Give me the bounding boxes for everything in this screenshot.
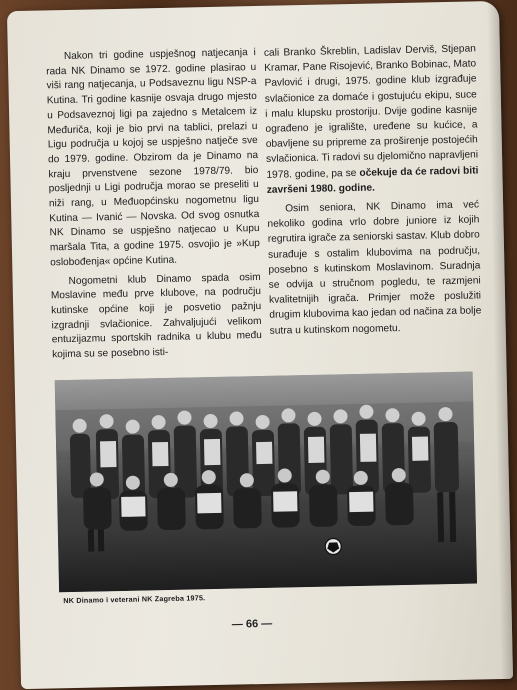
left-paragraph-2: Nogometni klub Dinamo spada osim Moslavine među prve klubove, na području kutinske općine koji je posvetio pažnju izgradnji svlačionice. Zahvaljujući velikom entuzijazmu sportskih radnika u klubu među kojima su se posebno isti- [50, 271, 262, 361]
right-text-column [264, 41, 482, 340]
book-page [7, 1, 513, 689]
right-paragraph-1-bold: očekuje da će radovi biti završeni 1980. godine. [266, 165, 479, 196]
right-paragraph-1-text: cali Branko Škreblin, Ladislav Derviš, Stjepan Kramar, Pane Risojević, Branko Bobinac, Mato Pavlović i drugi, 1975. godine klub izgrađuje svlačionice za domaće i gostujuću ekipu, suce i malu klupsku prostoriju. Dvije godine kasnije ograđeno je igralište, uređene su kućice, a obavljene su pripreme za proširenje postojećih svlačionica. Ti radovi su djelomično napravljeni 1978. godine, pa se [263, 43, 479, 181]
team-photo-illustration [55, 372, 477, 593]
team-photograph [55, 372, 477, 593]
left-text-column [46, 46, 263, 365]
photo-caption: NK Dinamo i veterani NK Zagreba 1975. [63, 593, 206, 606]
left-paragraph-1: Nakon tri godine uspješnog natjecanja i rada NK Dinamo se 1972. godine plasirao u viši rang natjecanja, u Podsaveznu ligu NSP-a Kutina. Tri godine kasnije osvaja drugo mjesto u Podsaveznoj ligi pa zajedno s Metalcem iz Međuriča, koji je bio prvi na tablici, prelazi u Ligu područja u kojoj se uspješno natječe sve do 1979. godine. Obzirom da je Dinamo na kraju prvenstvene sezone 1978/79. bio posljednji u Ligi područja morao se preseliti u niži rang, u Međuopćinsku nogometnu ligu Kutina — Ivanić — Novska. Od svog osnutka NK Dinamo se uspješno natjecao u Kupu maršala Tita, a godine 1975. osvojio je »Kup oslobođenja« općine Kutina. [46, 47, 260, 269]
right-paragraph-2: Osim seniora, NK Dinamo ima već nekoliko godina vrlo dobre juniore iz kojih regrutira igrače za seniorski sastav. Klub dobro surađuje s ostalim klubovima na području, posebno s kutinskom Moslavinom. Suradnja se odvija u stručnom pogledu, te razmjeni kvalitetnijih igrača. Primjer može poslužiti drugim klubovima kao jedan od načina za bolje sutra u kutinskom nogometu. [267, 199, 482, 337]
page-number: — 66 — [231, 617, 273, 631]
right-paragraph-1 [264, 41, 479, 197]
